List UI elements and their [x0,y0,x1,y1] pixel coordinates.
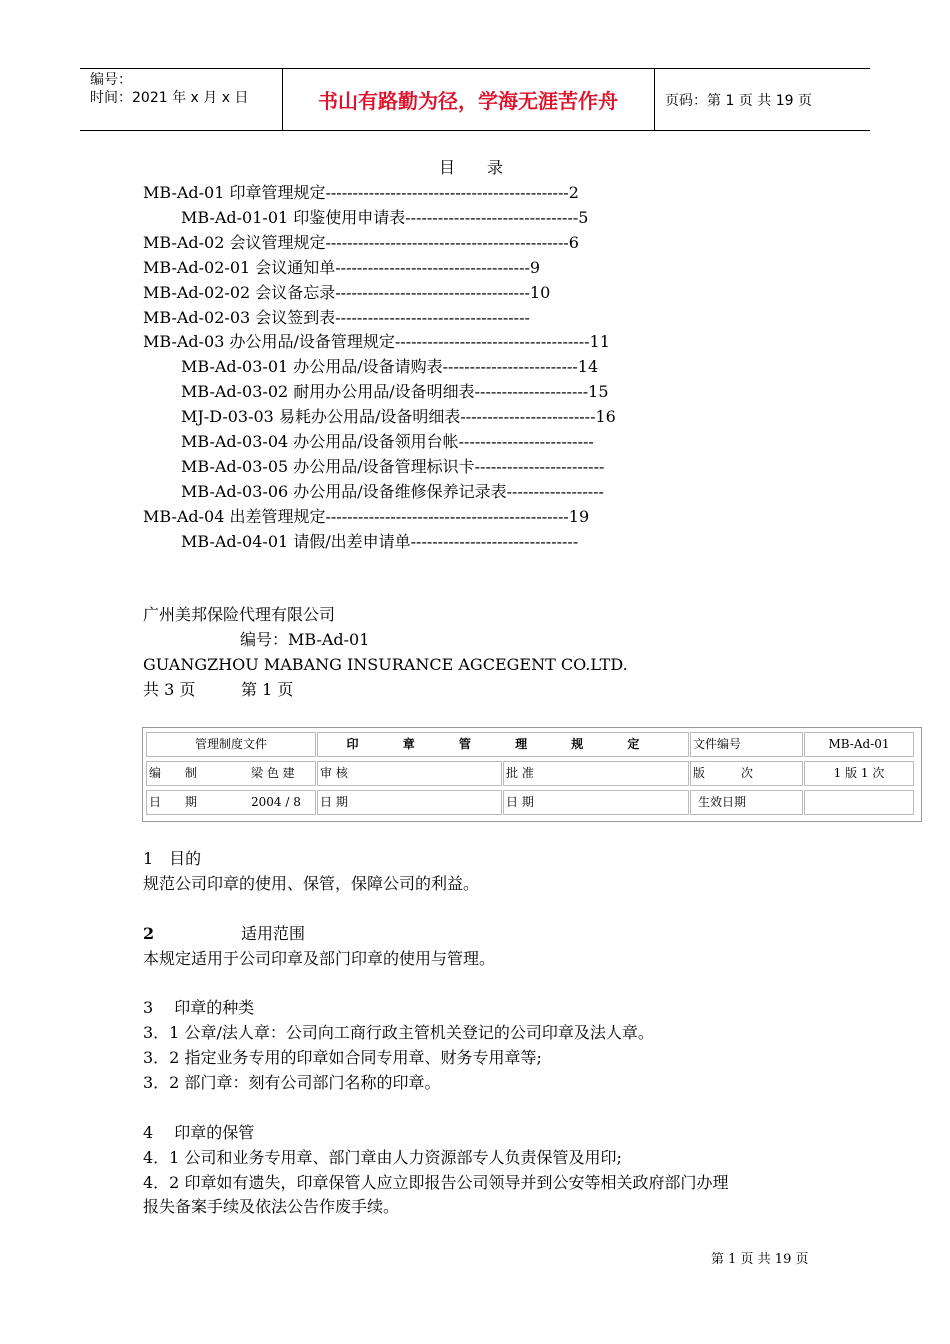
table-effective-label: 生效日期 [690,790,803,815]
page-header [80,68,870,131]
section-3-item-2: 3．2 指定业务专用的印章如合同专用章、财务专用章等; [143,1048,542,1067]
table-author-label: 编 制 [146,761,316,786]
doc-number: 编号：MB-Ad-01 [240,630,370,649]
section-4-title: 4 印章的保管 [143,1123,255,1142]
toc-entry[interactable]: MB-Ad-03-06 办公用品/设备维修保养记录表------------------ [181,481,604,501]
table-approve-date: 日 期 [503,790,689,815]
table-review-label: 审 核 [317,761,502,786]
table-doc-type: 管理制度文件 [146,732,316,757]
toc-entry[interactable]: MB-Ad-01 印章管理规定---------------------------------------------2 [143,183,579,202]
section-4-item-1: 4．1 公司和业务专用章、部门章由人力资源部专人负责保管及用印; [143,1148,622,1167]
company-name-en: GUANGZHOU MABANG INSURANCE AGCEGENT CO.LTD. [143,655,628,674]
toc-entry[interactable]: MB-Ad-03 办公用品/设备管理规定------------------------------------11 [143,332,610,352]
footer-page-info: 第 1 页 共 19 页 [711,1252,809,1267]
section-3-title: 3 印章的种类 [143,998,255,1017]
doc-control-table [142,727,922,822]
toc-entry[interactable]: MB-Ad-03-02 耐用办公用品/设备明细表---------------------15 [181,382,609,402]
table-doc-no-label: 文件编号 [690,732,803,757]
header-meta [80,69,283,130]
toc-entry[interactable]: MB-Ad-04 出差管理规定---------------------------------------------19 [143,506,590,526]
toc-entry[interactable]: MB-Ad-02-01 会议通知单------------------------------------9 [143,257,541,277]
toc-entry[interactable]: MB-Ad-02-02 会议备忘录------------------------------------10 [143,282,551,302]
section-3-item-1: 3．1 公章/法人章：公司向工商行政主管机关登记的公司印章及法人章。 [143,1023,654,1042]
table-date: 2004 / 8 [251,795,301,809]
section-2-title: 适用范围 [241,924,306,943]
section-1-text: 规范公司印章的使用、保管，保障公司的利益。 [143,874,480,893]
header-time-label: 时间：2021 年 x 月 x 日 [90,90,249,106]
table-author: 梁 色 建 [251,766,295,780]
toc-entry[interactable]: MB-Ad-03-01 办公用品/设备请购表-------------------------14 [181,357,599,377]
toc-entry[interactable]: MJ-D-03-03 易耗办公用品/设备明细表-------------------------16 [181,407,616,427]
toc-entry[interactable]: MB-Ad-04-01 请假/出差申请单------------------------------- [181,531,579,551]
table-version-label: 版 次 [690,761,803,786]
table-approve-label: 批 准 [503,761,689,786]
toc-entry[interactable]: MB-Ad-03-04 办公用品/设备领用台帐------------------------- [181,432,594,451]
table-doc-title: 印 章 管 理 规 定 [317,732,689,757]
section-4-item-2b: 报失备案手续及依法公告作废手续。 [143,1197,400,1216]
section-4-item-2a: 4．2 印章如有遗失，印章保管人应立即报告公司领导并到公安等相关政府部门办理 [143,1173,729,1192]
toc-entry[interactable]: MB-Ad-01-01 印鉴使用申请表--------------------------------5 [181,207,589,227]
header-motto: 书山有路勤为径，学海无涯苦作舟 [282,69,655,130]
pages-total: 共 3 页 [143,680,196,699]
company-name-cn: 广州美邦保险代理有限公司 [143,605,336,624]
section-1-title: 1 目的 [143,849,202,868]
header-number-label: 编号： [90,72,132,88]
page-current: 第 1 页 [241,680,294,699]
toc-entry[interactable]: MB-Ad-03-05 办公用品/设备管理标识卡------------------------ [181,456,605,476]
table-version-value: 1 版 1 次 [804,761,914,786]
table-review-date: 日 期 [317,790,502,815]
table-effective-value [804,790,914,815]
toc-entry[interactable]: MB-Ad-02 会议管理规定---------------------------------------------6 [143,232,579,252]
section-2-number: 2 [143,924,155,943]
table-doc-no-value: MB-Ad-01 [804,732,914,757]
section-3-item-3: 3．2 部门章：刻有公司部门名称的印章。 [143,1073,441,1092]
section-2-text: 本规定适用于公司印章及部门印章的使用与管理。 [143,949,496,968]
header-page-info: 页码：第 1 页 共 19 页 [665,92,812,109]
toc-entry[interactable]: MB-Ad-02-03 会议签到表------------------------------------ [143,307,530,327]
toc-title: 目 录 [439,158,504,177]
table-date-label: 日 期 [146,790,316,815]
